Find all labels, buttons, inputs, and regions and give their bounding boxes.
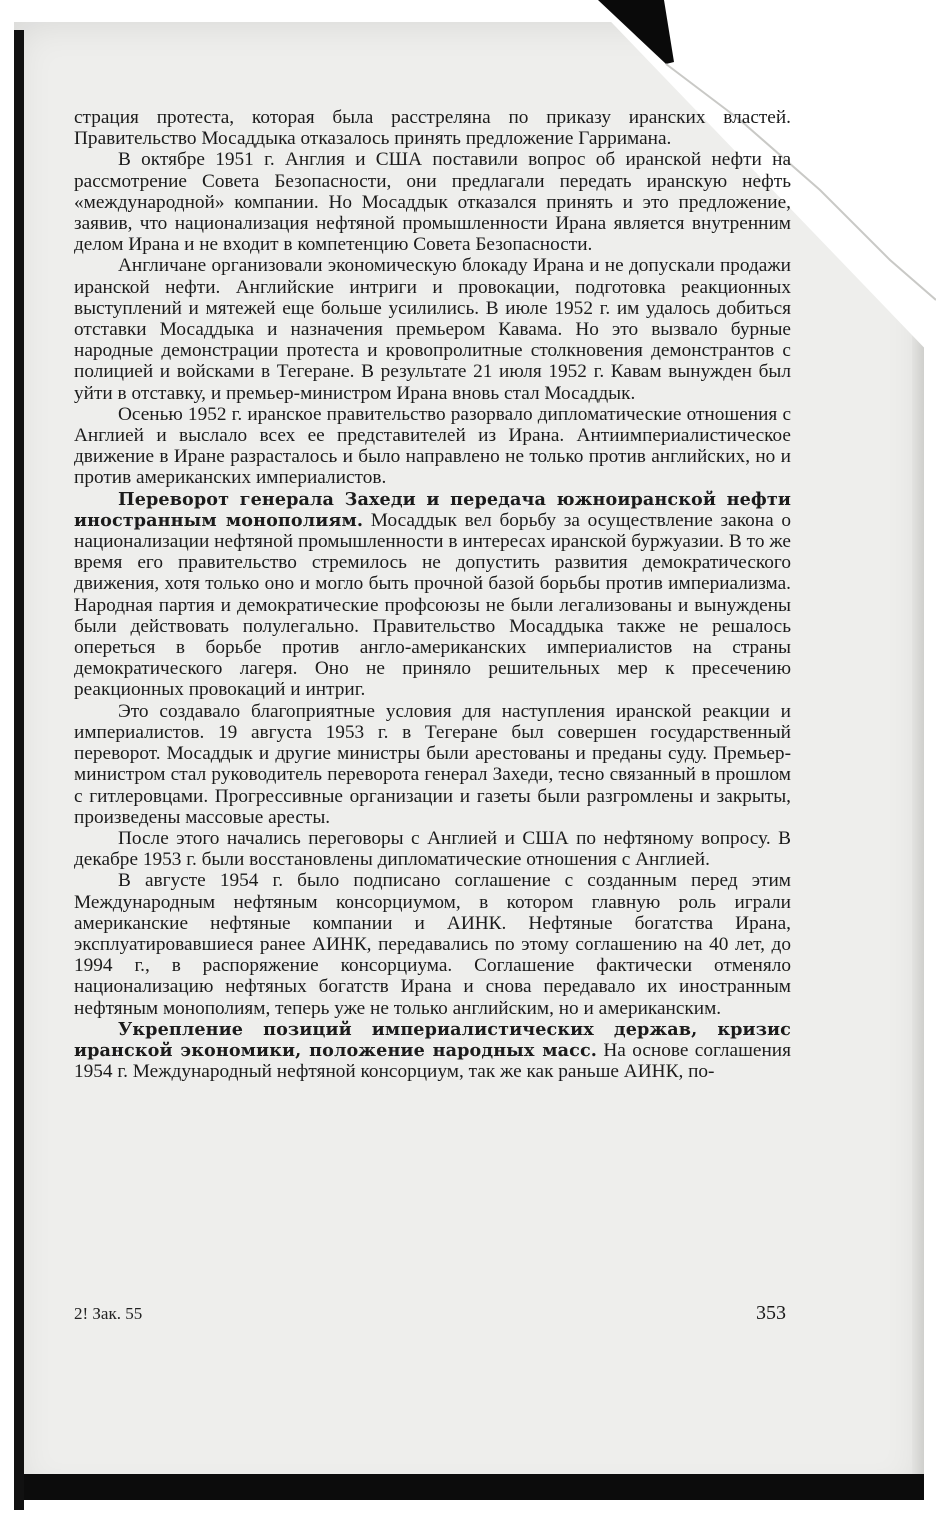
section-heading-imperialist-positions: Укрепление позиций империалистических держав, кризис иранской экономики, положение народных масс. (74, 1018, 791, 1061)
paragraph-8: В августе 1954 г. было подписано соглашение с созданным перед этим Международным нефтяным консорциумом, в котором главную роль играли американские нефтяные компании и АИНК. Нефтяные богатства Ирана, эксплуатировавшиеся ранее АИНК, передавались по этому соглашению на 40 лет, до 1994 г., в распоряжение консорциума. Соглашение фактически отменяло национализацию нефтяных богатств Ирана и снова передавало их иностранным нефтяным монополиям, теперь уже не только английским, но и американским. (74, 870, 791, 1019)
paragraph-5 (74, 489, 791, 701)
section-heading-zahedi-coup: Переворот генерала Захеди и передача южноиранской нефти иностранным монополиям. (74, 488, 791, 531)
paragraph-6: Это создавало благоприятные условия для наступления иранской реакции и империалистов. 19 августа 1953 г. в Тегеране был совершен государственный переворот. Мосаддык и другие министры были арестованы и преданы суду. Премьер-министром стал руководитель переворота генерал Захеди, тесно связанный в прошлом с гитлеровцами. Прогрессивные организации и газеты были разгромлены и закрыты, произведены массовые аресты. (74, 700, 791, 828)
paragraph-7: После этого начались переговоры с Англией и США по нефтяному вопросу. В декабре 1953 г. были восстановлены дипломатические отношения с Англией. (74, 827, 791, 871)
scan-edge-bottom (24, 1474, 924, 1500)
paragraph-4: Осенью 1952 г. иранское правительство разорвало дипломатические отношения с Англией и выслало всех ее представителей из Ирана. Антиимпериалистическое движение в Иране разрасталось и было направлено не только против английских, но и против американских империалистов. (74, 403, 791, 489)
paragraph-3: Англичане организовали экономическую блокаду Ирана и не допускали продажи иранской нефти. Английские интриги и провокации, подготовка реакционных выступлений и мятежей еще больше усилились. В июле 1952 г. им удалось добиться отставки Мосаддыка и назначения премьером Кавама. Но это вызвало бурные народные демонстрации протеста и кровопролитные столкновения демонстрантов с полицией и войсками в Тегеране. В результате 21 июля 1952 г. Кавам вынужден был уйти в отставку, и премьер-министром Ирана вновь стал Мосаддык. (74, 255, 791, 404)
paragraph-2: В октябре 1951 г. Англия и США поставили вопрос об иранской нефти на рассмотрение Совета Безопасности, они предлагали передать иранскую нефть «международной» компании. Но Мосаддык отказался принять и это предложение, заявив, что национализация нефтяной промышленности Ирана является внутренним делом Ирана и не входит в компетенцию Совета Безопасности. (74, 149, 791, 256)
scan-edge-left (14, 30, 24, 1510)
paragraph-5-body: Мосаддык вел борьбу за осуществление закона о национализации нефтяной промышленности в интересах иранской буржуазии. В то же время его правительство стремилось не допустить развития демократического движения, хотя только оно и могло быть прочной базой борьбы против империализма. Народная партия и демократические профсоюзы не были легализованы и вынуждены были действовать полулегально. Правительство Мосаддыка также не решалось опереться в борьбе против англо-американских империалистов на страны демократического лагеря. Оно не приняло решительных мер к пресечению реакционных провокаций и интриг. (74, 509, 791, 701)
paragraph-9-body: На основе соглашения 1954 г. Международный нефтяной консорциум, так же как раньше АИНК, по- (74, 1039, 791, 1083)
paragraph-9 (74, 1019, 791, 1083)
body-text (74, 107, 791, 1082)
printer-order-mark: 2! Зак. 55 (74, 1304, 143, 1323)
page-number: 353 (756, 1302, 786, 1324)
paragraph-1: страция протеста, которая была расстреляна по приказу иранских властей. Правительство Мосаддыка отказалось принять предложение Гарримана. (74, 107, 791, 150)
